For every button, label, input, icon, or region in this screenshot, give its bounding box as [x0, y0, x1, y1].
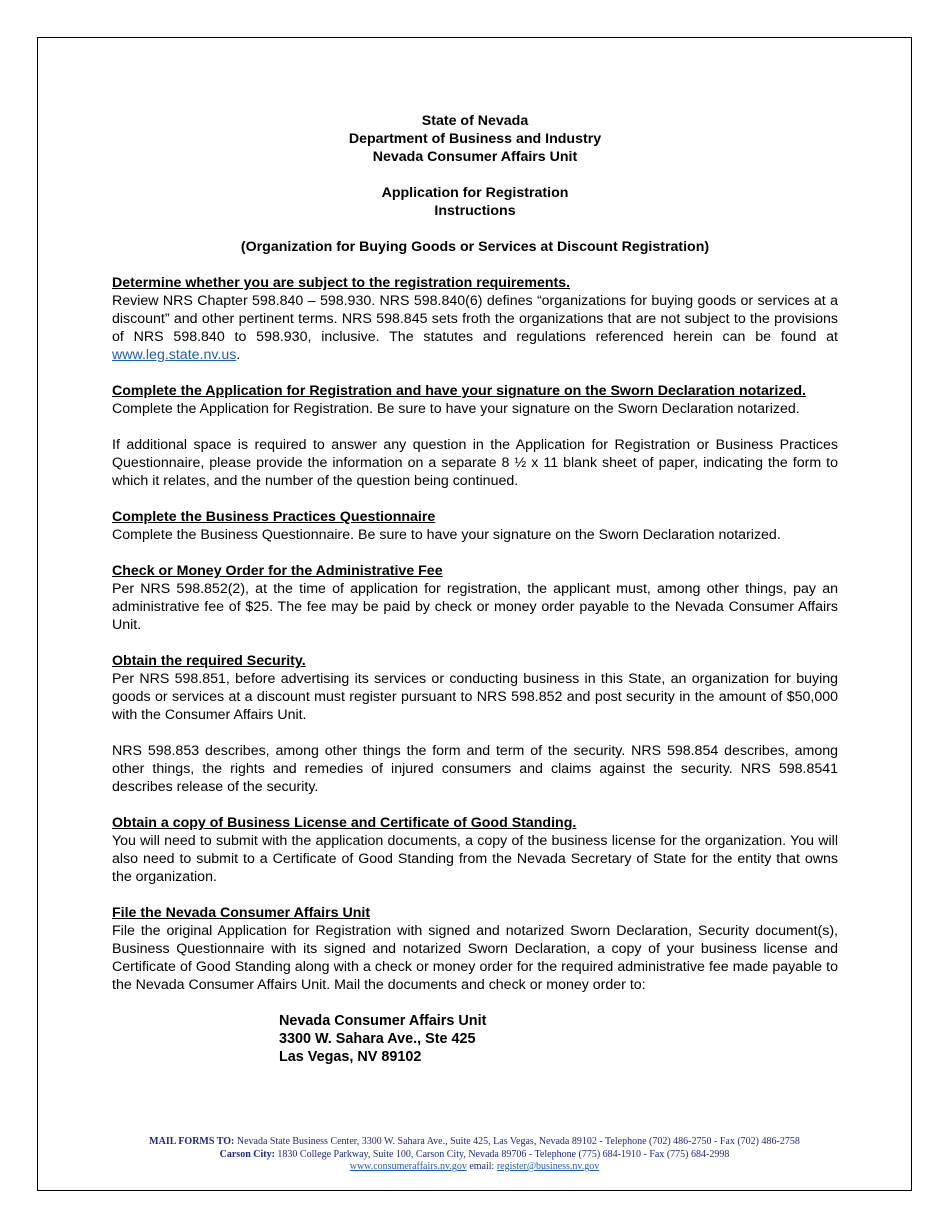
page-footer [37, 1136, 912, 1174]
header-state: State of Nevada [421, 113, 529, 129]
section-security [112, 652, 838, 724]
address-line: 3300 W. Sahara Ave., Ste 425 [279, 1031, 476, 1047]
leg-website-link[interactable]: www.leg.state.nv.us [112, 347, 237, 363]
email-link[interactable]: register@business.nv.gov [496, 1161, 600, 1172]
document-title: Application for Registration [381, 185, 569, 201]
footer-carson-line: Carson City: 1830 College Parkway, Suite 100, Carson City, Nevada 89706 - Telephone (775) 684-1910 - Fax (775) 684-2998 [219, 1148, 730, 1160]
section-text: NRS 598.853 describes, among other things the form and term of the security. NRS 598.854 describes, among other things, the rights and remedies of injured consumers and claims against the security. NRS 598.8541 describes release of the security. [112, 743, 838, 795]
document-subtitle: (Organization for Buying Goods or Services at Discount Registration) [240, 239, 710, 255]
address-line: Las Vegas, NV 89102 [279, 1049, 422, 1065]
section-additional-space [112, 436, 838, 490]
section-complete-application [112, 382, 838, 418]
address-line: Nevada Consumer Affairs Unit [279, 1013, 487, 1029]
section-heading: Check or Money Order for the Administrative Fee [112, 563, 443, 579]
section-text: If additional space is required to answer any question in the Application for Registration or Business Practices Questionnaire, please provide the information on a separate 8 ½ x 11 blank sheet of paper, indicating the form to which it relates, and the number of the question being continued. [112, 437, 838, 489]
website-link[interactable]: www.consumeraffairs.nv.gov [349, 1161, 467, 1172]
section-heading: Complete the Application for Registration and have your signature on the Sworn Declaration notarized. [112, 383, 806, 399]
section-text: Complete the Business Questionnaire. Be sure to have your signature on the Sworn Declaration notarized. [112, 527, 781, 543]
section-license [112, 814, 838, 886]
footer-mail-line: MAIL FORMS TO: Nevada State Business Center, 3300 W. Sahara Ave., Suite 425, Las Vegas, Nevada 89102 - Telephone (702) 486-2750 - Fax (702) 486-2758 [149, 1136, 800, 1147]
mailing-address [279, 1012, 838, 1066]
section-heading: Complete the Business Practices Questionnaire [112, 509, 436, 525]
section-text: Per NRS 598.851, before advertising its services or conducting business in this State, an organization for buying goods or services at a discount must register pursuant to NRS 598.852 and post security in the amount of $50,000 with the Consumer Affairs Unit. [112, 671, 838, 723]
section-text: Complete the Application for Registration. Be sure to have your signature on the Sworn Declaration notarized. [112, 401, 800, 417]
document-title-instructions: Instructions [434, 203, 516, 219]
header-department: Department of Business and Industry [348, 131, 602, 147]
section-fee [112, 562, 838, 634]
instructions-body [112, 274, 838, 1066]
section-questionnaire [112, 508, 838, 544]
footer-contact-line: www.consumeraffairs.nv.gov email: register@business.nv.gov [349, 1161, 600, 1172]
section-heading: Determine whether you are subject to the registration requirements. [112, 275, 571, 291]
section-text: File the original Application for Registration with signed and notarized Sworn Declaration, Security document(s), Business Questionnaire with its signed and notarized Sworn Declaration, a copy of your business license and Certificate of Good Standing along with a check or money order for the required administrative fee made payable to the Nevada Consumer Affairs Unit. Mail the documents and check or money order to: [112, 923, 838, 993]
document-header [112, 112, 838, 256]
header-unit: Nevada Consumer Affairs Unit [372, 149, 578, 165]
section-heading: File the Nevada Consumer Affairs Unit [112, 905, 371, 921]
section-text: Review NRS Chapter 598.840 – 598.930. NRS 598.840(6) defines “organizations for buying goods or services at a discount” and other pertinent terms. NRS 598.845 sets froth the organizations that are not subject to the provisions of NRS 598.840 to 598.930, inclusive. The statutes and regulations referenced herein can be found at www.leg.state.nv.us. [112, 293, 838, 363]
section-file [112, 904, 838, 994]
section-determine [112, 274, 838, 364]
section-text: Per NRS 598.852(2), at the time of application for registration, the applicant must, among other things, pay an administrative fee of $25. The fee may be paid by check or money order payable to the Nevada Consumer Affairs Unit. [112, 581, 838, 633]
section-security-details [112, 742, 838, 796]
section-text: You will need to submit with the application documents, a copy of the business license for the organization. You will also need to submit to a Certificate of Good Standing from the Nevada Secretary of State for the entity that owns the organization. [112, 833, 838, 885]
section-heading: Obtain the required Security. [112, 653, 306, 669]
section-heading: Obtain a copy of Business License and Certificate of Good Standing. [112, 815, 577, 831]
